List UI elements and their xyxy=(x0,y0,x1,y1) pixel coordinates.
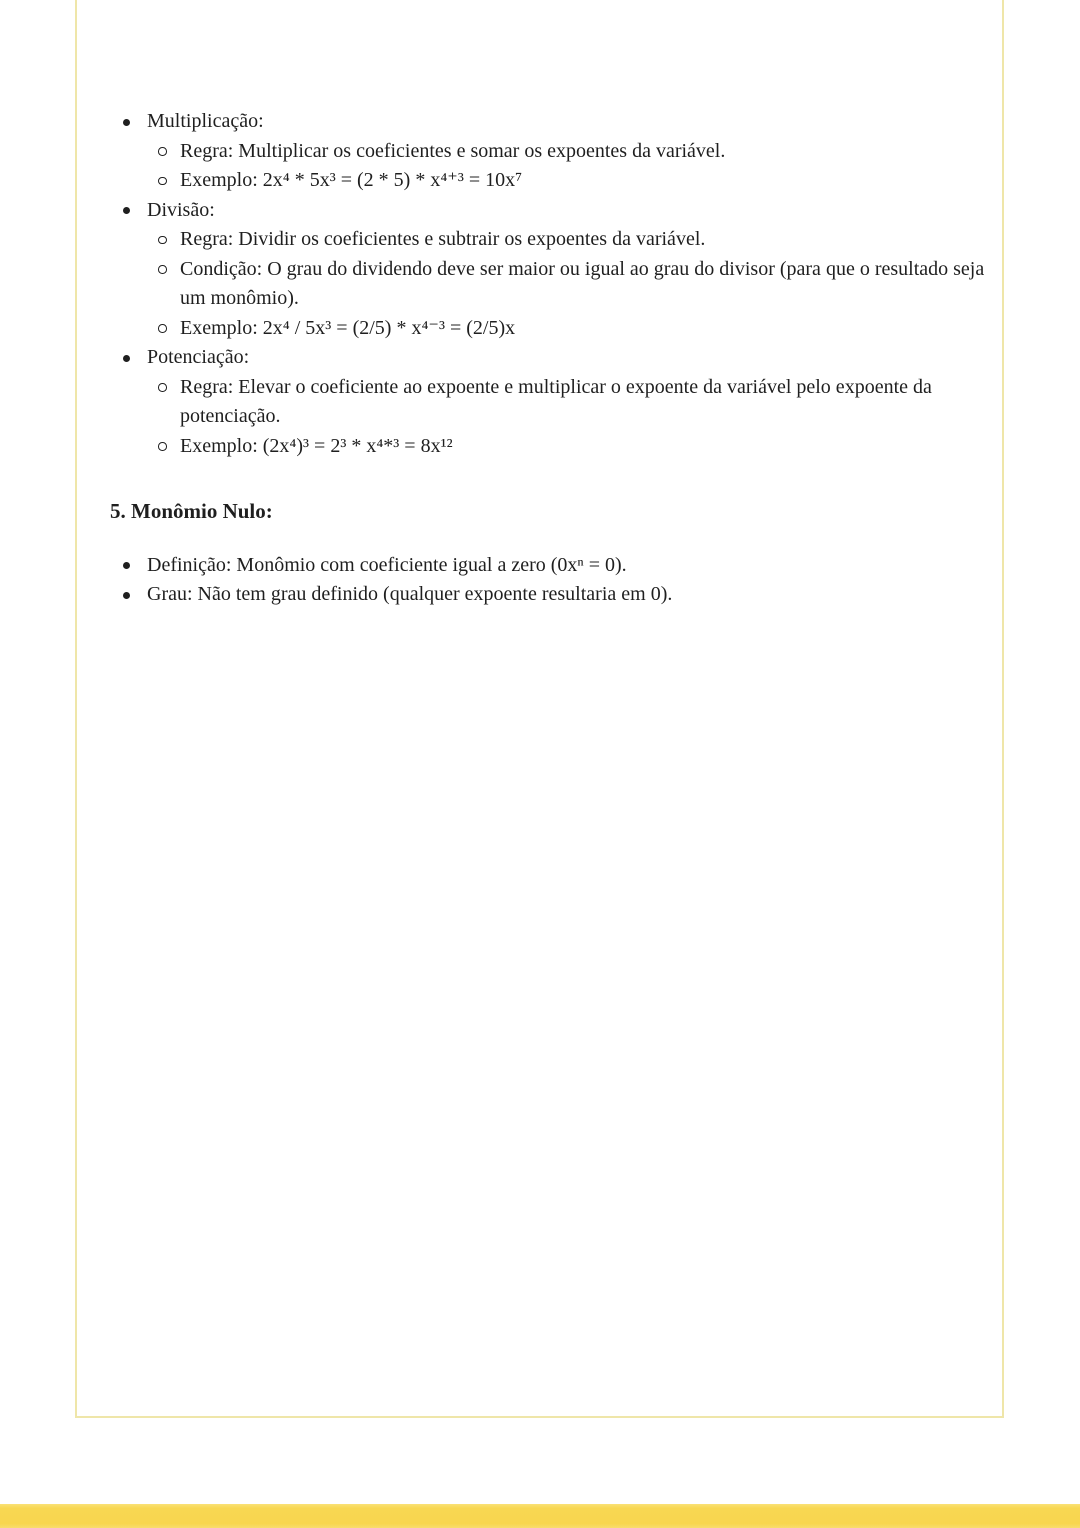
operation-title: Multiplicação: xyxy=(147,110,264,132)
section-heading: 5. Monômio Nulo: xyxy=(110,499,273,523)
list-item-multiplicacao xyxy=(147,107,990,196)
list-subitem xyxy=(180,314,990,344)
operations-list xyxy=(110,107,990,461)
potenciacao-sublist xyxy=(147,373,990,462)
subitem-text: Exemplo: 2x⁴ * 5x³ = (2 * 5) * x⁴⁺³ = 10x⁷ xyxy=(180,169,523,191)
list-subitem xyxy=(180,225,990,255)
document-content xyxy=(110,107,990,610)
list-subitem xyxy=(180,373,990,432)
list-item-text: Definição: Monômio com coeficiente igual a zero (0xⁿ = 0). xyxy=(147,553,627,576)
divisao-sublist xyxy=(147,225,990,343)
subitem-text: Exemplo: 2x⁴ / 5x³ = (2/5) * x⁴⁻³ = (2/5)x xyxy=(180,316,516,339)
list-subitem xyxy=(180,255,990,314)
list-item-divisao xyxy=(147,196,990,344)
subitem-text: Regra: Dividir os coeficientes e subtrair os expoentes da variável. xyxy=(180,228,706,250)
operation-title: Potenciação: xyxy=(147,346,250,368)
list-subitem xyxy=(180,432,990,462)
list-subitem xyxy=(180,166,990,196)
monomio-nulo-list xyxy=(110,551,990,610)
subitem-text: Regra: Elevar o coeficiente ao expoente e multiplicar o expoente da variável pelo expoente da potenciação. xyxy=(180,375,932,427)
list-item xyxy=(147,580,990,610)
list-item-text: Grau: Não tem grau definido (qualquer expoente resultaria em 0). xyxy=(147,583,673,605)
list-subitem xyxy=(180,137,990,167)
multiplicacao-sublist xyxy=(147,137,990,196)
bottom-accent-band xyxy=(0,1504,1080,1528)
subitem-text: Condição: O grau do dividendo deve ser maior ou igual ao grau do divisor (para que o resultado seja um monômio). xyxy=(180,257,985,309)
operation-title: Divisão: xyxy=(147,198,215,221)
subitem-text: Exemplo: (2x⁴)³ = 2³ * x⁴*³ = 8x¹² xyxy=(180,434,453,457)
list-item xyxy=(147,551,990,581)
list-item-potenciacao xyxy=(147,343,990,461)
subitem-text: Regra: Multiplicar os coeficientes e somar os expoentes da variável. xyxy=(180,139,726,162)
